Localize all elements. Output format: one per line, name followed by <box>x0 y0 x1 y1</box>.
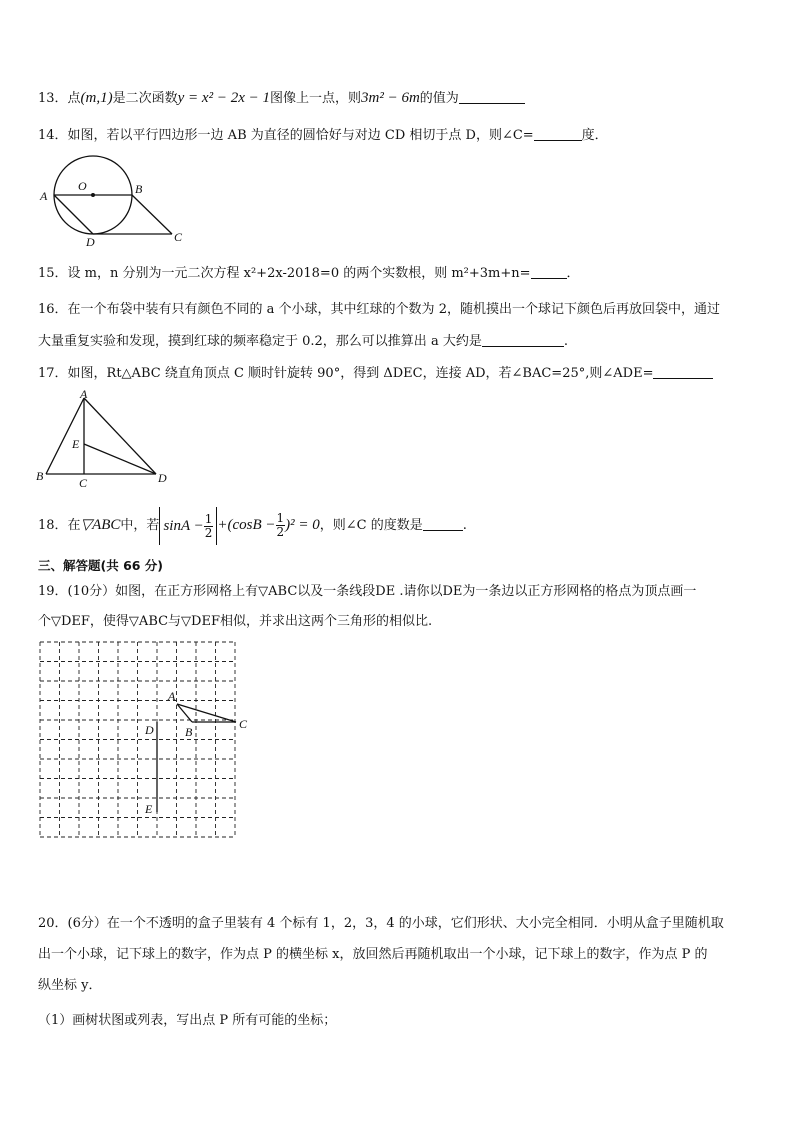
q18-prefix: 18．在 <box>38 518 81 533</box>
q13-answer-blank <box>459 89 525 104</box>
q15-suffix: ． <box>566 266 580 281</box>
q20-line3-text: 纵坐标 y． <box>38 978 102 993</box>
q18-square: )² = 0 <box>285 517 320 533</box>
q16-answer-blank <box>482 332 564 347</box>
q17-label-a: A <box>80 387 88 401</box>
q15-answer-blank <box>531 264 567 279</box>
question-14 <box>38 126 608 146</box>
q14-answer-blank <box>534 126 582 141</box>
q18-frac-1 <box>204 513 214 540</box>
question-16-line1 <box>38 300 720 320</box>
q18-triangle: ▽ABC <box>80 517 121 533</box>
q19-grid <box>40 642 235 837</box>
q19-label-d: D <box>145 723 154 737</box>
q17-answer-blank <box>653 364 713 379</box>
q16-line1-text: 16．在一个布袋中装有只有颜色不同的 a 个小球，其中红球的个数为 2，随机摸出一个球记下颜色后再放回袋中，通过 <box>38 302 720 317</box>
q17-side-ab <box>46 398 84 474</box>
q18-frac-2 <box>276 512 286 539</box>
q14-label-o: O <box>78 179 87 193</box>
section-3-title: 三、解答题(共 66 分) <box>38 558 164 573</box>
q16-suffix: . <box>563 334 568 349</box>
q17-label-c: C <box>79 476 88 490</box>
q19-grid-figure <box>40 642 248 842</box>
q19-label-a: A <box>168 689 176 703</box>
q17-label-b: B <box>36 469 44 483</box>
q14-label-d: D <box>86 235 95 249</box>
q18-frac-1-den: 2 <box>204 525 213 540</box>
question-20-line3 <box>38 976 101 996</box>
question-13 <box>38 88 525 109</box>
q14-center-dot <box>91 193 95 197</box>
question-20-sub1 <box>38 1011 336 1031</box>
question-16-line2 <box>38 332 568 352</box>
q18-abs-value <box>159 507 217 545</box>
q20-sub1-text: （1）画树状图或列表，写出点 P 所有可能的坐标； <box>38 1013 337 1028</box>
question-20-line2 <box>38 945 708 965</box>
question-15 <box>38 264 580 284</box>
q18-mid: 中，若 <box>120 518 160 533</box>
q14-side-bc <box>132 195 172 234</box>
q14-suffix: 度． <box>581 128 608 143</box>
q17-side-ed <box>84 444 156 474</box>
q14-label-a: A <box>40 189 48 203</box>
question-20-line1 <box>38 914 724 934</box>
q19-label-b: B <box>185 725 193 739</box>
q19-line1-text: 19．(10分）如图，在正方形网格上有▽ABC以及一条线段DE .请你以DE为一条边以正方形网格的格点为顶点画一 <box>38 584 697 599</box>
q18-answer-blank <box>423 516 463 531</box>
question-18 <box>38 505 467 546</box>
q20-line1-text: 20．(6分）在一个不透明的盒子里装有 4 个标有 1，2，3，4 的小球，它们形状、大小完全相同．小明从盒子里随机取 <box>38 916 724 931</box>
q13-point: (m,1) <box>80 90 113 106</box>
q20-line2-text: 出一个小球，记下球上的数字，作为点 P 的横坐标 x，放回然后再随机取出一个小球，记下球上的数字，作为点 P 的 <box>38 947 708 962</box>
q18-sin: sinA − <box>163 517 204 534</box>
q18-mid2: ，则∠C 的度数是 <box>319 518 423 533</box>
q18-frac-1-num: 1 <box>204 511 213 526</box>
q13-mid: 是二次函数 <box>112 91 178 106</box>
q14-label-c: C <box>174 230 183 244</box>
q19-line2-text: 个▽DEF，使得▽ABC与▽DEF相似，并求出这两个三角形的相似比. <box>38 614 433 629</box>
q18-frac-2-num: 1 <box>276 511 285 525</box>
question-19-line2 <box>38 612 432 632</box>
q14-text: 14．如图，若以平行四边形一边 AB 为直径的圆恰好与对边 CD 相切于点 D，则∠C= <box>38 128 534 143</box>
q17-label-d: D <box>158 471 167 485</box>
q19-label-e: E <box>145 802 153 816</box>
q13-mid2: 图像上一点，则 <box>269 91 361 106</box>
q18-frac-2-den: 2 <box>276 525 285 539</box>
q14-figure <box>36 150 196 250</box>
q13-func: y = x² − 2x − 1 <box>177 90 270 106</box>
q16-line2-text: 大量重复实验和发现，摸到红球的频率稳定于 0.2，那么可以推算出 a 大约是 <box>38 334 482 349</box>
q18-suffix: . <box>462 518 467 533</box>
q19-side-ac <box>177 704 236 722</box>
q17-figure <box>34 387 174 492</box>
q13-suffix: 的值为 <box>419 91 459 106</box>
q13-prefix: 13．点 <box>38 91 81 106</box>
q15-text: 15．设 m，n 分别为一元二次方程 x²+2x-2018=0 的两个实数根，则 m²+3m+n= <box>38 266 531 281</box>
q17-side-ad <box>84 398 156 474</box>
q14-label-b: B <box>135 182 143 196</box>
q17-text: 17．如图，Rt△ABC 绕直角顶点 C 顺时针旋转 90°，得到 ΔDEC，连接 AD，若∠BAC=25°,则∠ADE= <box>38 366 654 381</box>
question-19-line1 <box>38 582 696 602</box>
q19-label-c: C <box>239 717 248 731</box>
q17-label-e: E <box>72 437 80 451</box>
q18-cos: +(cosB − <box>217 517 276 533</box>
question-17 <box>38 364 713 384</box>
q13-expr: 3m² − 6m <box>361 90 420 106</box>
